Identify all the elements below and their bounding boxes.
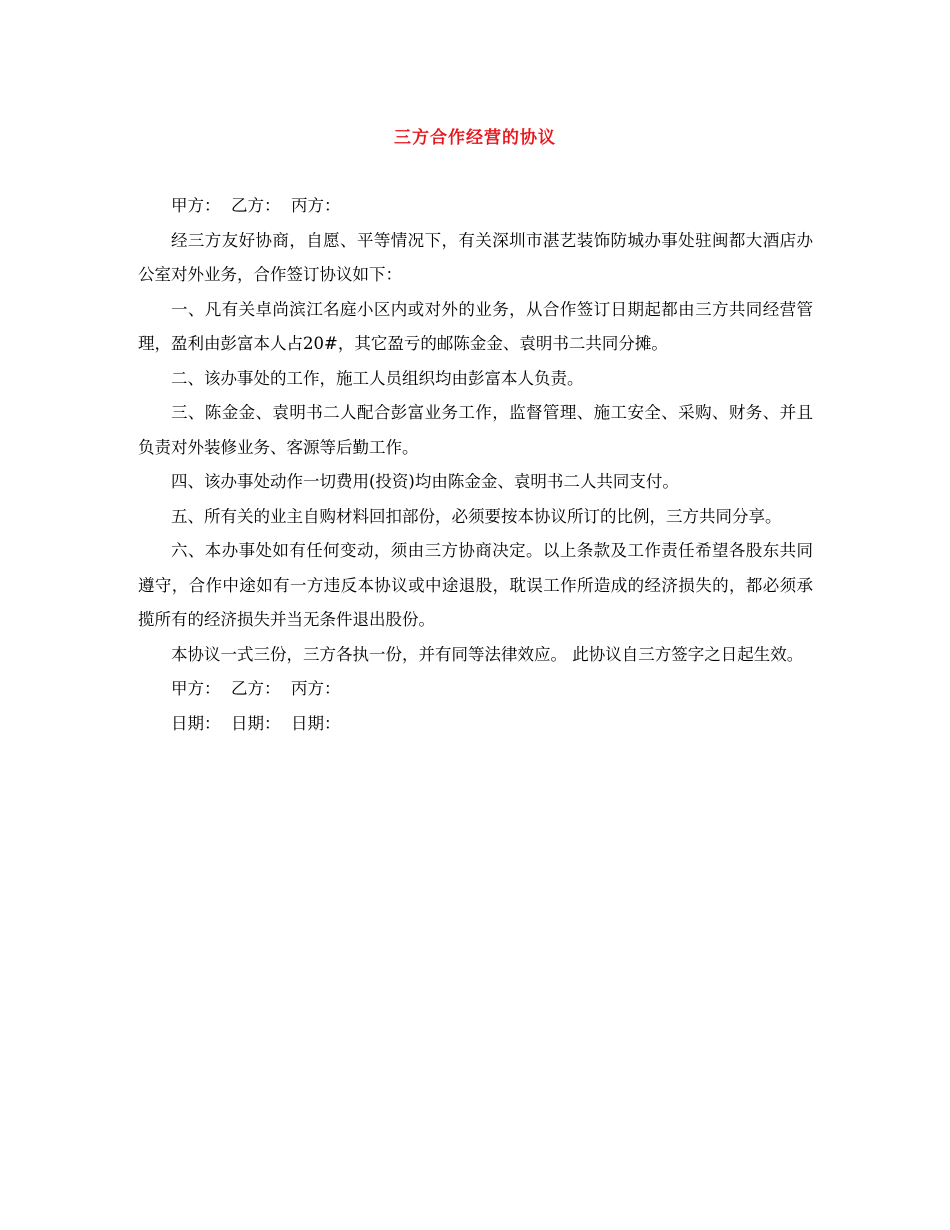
paragraph-clause-5: 五、所有关的业主自购材料回扣部份，必须要按本协议所订的比例，三方共同分享。 — [171, 506, 782, 526]
signature-dates-line: 日期： 日期： 日期： — [171, 713, 341, 733]
paragraph-intro: 经三方友好协商，自愿、平等情况下，有关深圳市湛艺装饰防城办事处驻闽都大酒店办公室对外业务，合作签订协议如下： — [138, 230, 813, 284]
signature-parties-line: 甲方： 乙方： 丙方： — [171, 679, 341, 698]
paragraph-clause-3: 三、陈金金、袁明书二人配合彭富业务工作，监督管理、施工安全、采购、财务、并且负责对外装修业务、客源等后勤工作。 — [138, 403, 813, 457]
paragraph-clause-2: 二、该办事处的工作，施工人员组织均由彭富本人负责。 — [171, 368, 584, 388]
document-title: 三方合作经营的协议 — [394, 128, 556, 148]
document-body — [138, 189, 813, 741]
paragraph-clause-1: 一、凡有关卓尚滨江名庭小区内或对外的业务，从合作签订日期起都由三方共同经营管理，盈利由彭富本人占20#，其它盈亏的邮陈金金、袁明书二共同分摊。 — [138, 299, 813, 353]
paragraph-validity: 本协议一式三份，三方各执一份，并有同等法律效应。 此协议自三方签字之日起生效。 — [171, 644, 804, 664]
paragraph-clause-6: 六、本办事处如有任何变动，须由三方协商决定。以上条款及工作责任希望各股东共同遵守，合作中途如有一方违反本协议或中途退股，耽误工作所造成的经济损失的，都必须承揽所有的经济损失并当无条件退出股份。 — [138, 541, 813, 629]
parties-line: 甲方： 乙方： 丙方： — [171, 196, 341, 215]
paragraph-clause-4: 四、该办事处动作一切费用(投资)均由陈金金、袁明书二人共同支付。 — [171, 472, 679, 491]
